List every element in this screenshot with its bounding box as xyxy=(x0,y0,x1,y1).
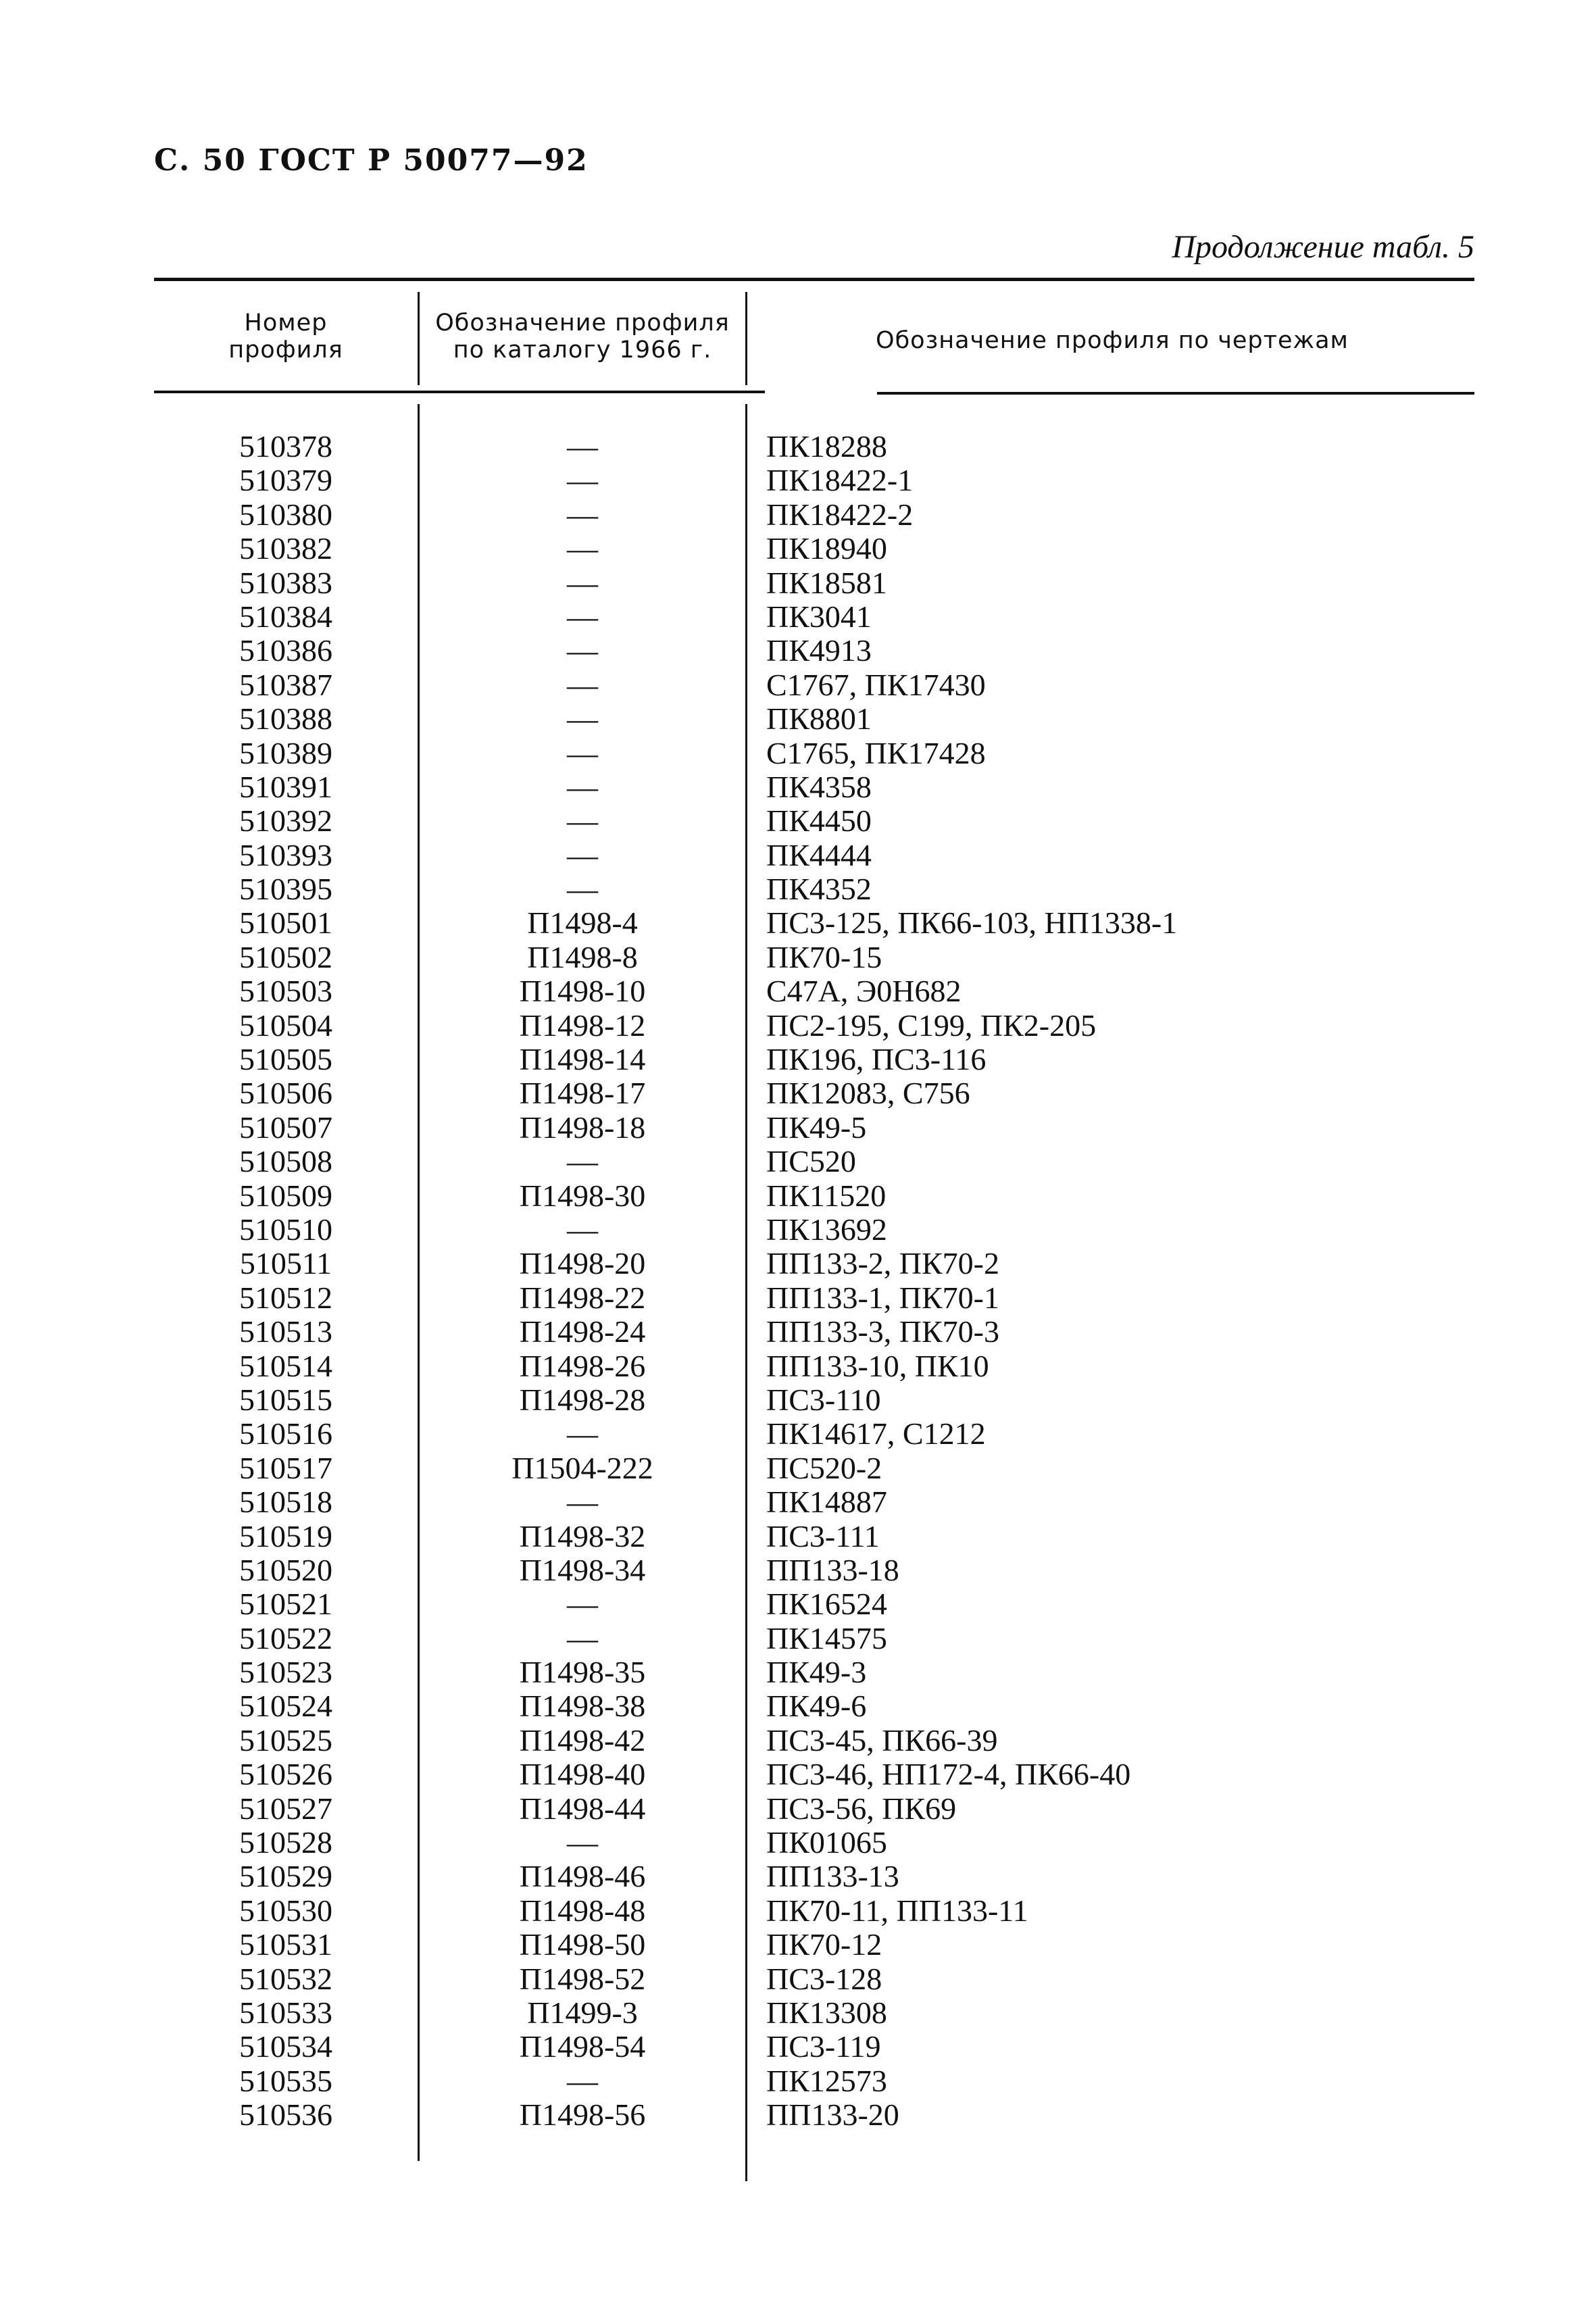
table-row xyxy=(154,839,1474,872)
table-row xyxy=(154,2030,1474,2064)
table-row xyxy=(154,941,1474,974)
drawing-designation-cell: ПК11520 xyxy=(766,1178,887,1213)
drawing-designation-cell: ПК49-3 xyxy=(766,1655,867,1690)
table-row xyxy=(154,1656,1474,1689)
table-row xyxy=(154,974,1474,1008)
catalog-designation-cell: П1498-46 xyxy=(519,1859,646,1894)
drawing-designation-cell: ПК3041 xyxy=(766,599,872,634)
profile-number-cell: 510525 xyxy=(239,1722,332,1758)
page-header: С. 50 ГОСТ Р 50077—92 xyxy=(154,143,589,178)
table-body xyxy=(154,430,1474,2133)
catalog-designation-cell: — xyxy=(567,633,598,668)
table-row xyxy=(154,1009,1474,1043)
catalog-designation-cell: — xyxy=(567,2063,598,2098)
profile-number-cell: 510392 xyxy=(239,803,332,839)
column-header-line: Номер xyxy=(244,309,328,337)
catalog-designation-cell: П1498-14 xyxy=(519,1042,646,1077)
catalog-designation-cell: П1498-34 xyxy=(519,1552,646,1587)
table-row xyxy=(154,702,1474,736)
table-continuation-label: Продолжение табл. 5 xyxy=(1172,229,1474,265)
header-column-divider-1 xyxy=(418,292,420,385)
catalog-designation-cell: — xyxy=(567,531,598,566)
table-row xyxy=(154,1587,1474,1621)
drawing-designation-cell: ПК18422-1 xyxy=(766,463,914,498)
profile-number-cell: 510507 xyxy=(239,1110,332,1145)
table-row xyxy=(154,1758,1474,1791)
profile-number-cell: 510534 xyxy=(239,2029,332,2064)
profile-number-cell: 510501 xyxy=(239,905,332,941)
profile-number-cell: 510506 xyxy=(239,1076,332,1111)
table-row xyxy=(154,464,1474,497)
catalog-designation-cell: П1498-32 xyxy=(519,1518,646,1553)
table-row xyxy=(154,1145,1474,1178)
catalog-designation-cell: — xyxy=(567,1212,598,1247)
table-row xyxy=(154,668,1474,702)
drawing-designation-cell: ПП133-3, ПК70-3 xyxy=(766,1314,999,1349)
catalog-designation-cell: — xyxy=(567,1416,598,1451)
catalog-designation-cell: П1498-17 xyxy=(519,1076,646,1111)
profile-number-cell: 510384 xyxy=(239,599,332,634)
table-row xyxy=(154,2064,1474,2098)
table-row xyxy=(154,1860,1474,1893)
table-row xyxy=(154,1076,1474,1110)
catalog-designation-cell: П1498-26 xyxy=(519,1348,646,1383)
catalog-designation-cell: П1498-54 xyxy=(519,2029,646,2064)
drawing-designation-cell: ПК14617, С1212 xyxy=(766,1416,986,1451)
drawing-designation-cell: ПС3-110 xyxy=(766,1382,881,1417)
profile-number-cell: 510535 xyxy=(239,2063,332,2098)
table-row xyxy=(154,566,1474,600)
table-row xyxy=(154,1485,1474,1519)
catalog-designation-cell: — xyxy=(567,429,598,464)
profile-number-cell: 510502 xyxy=(239,939,332,974)
profile-number-cell: 510379 xyxy=(239,463,332,498)
profile-number-cell: 510387 xyxy=(239,667,332,702)
catalog-designation-cell: П1498-20 xyxy=(519,1246,646,1281)
profile-number-cell: 510517 xyxy=(239,1450,332,1485)
catalog-designation-cell: П1498-44 xyxy=(519,1791,646,1826)
drawing-designation-cell: ПК70-11, ПП133-11 xyxy=(766,1893,1028,1928)
table-row xyxy=(154,1962,1474,1996)
catalog-designation-cell: П1498-40 xyxy=(519,1757,646,1792)
table-row xyxy=(154,1826,1474,1860)
profile-number-cell: 510505 xyxy=(239,1042,332,1077)
drawing-designation-cell: ПК13308 xyxy=(766,1995,887,2030)
table-row xyxy=(154,600,1474,634)
catalog-designation-cell: П1499-3 xyxy=(527,1995,638,2030)
drawing-designation-cell: С1765, ПК17428 xyxy=(766,735,986,770)
drawing-designation-cell: ПК4352 xyxy=(766,872,872,907)
table-row xyxy=(154,1928,1474,1962)
profile-number-cell: 510530 xyxy=(239,1893,332,1928)
catalog-designation-cell: — xyxy=(567,1620,598,1656)
drawing-designation-cell: ПК70-15 xyxy=(766,939,882,974)
drawing-designation-cell: ПК8801 xyxy=(766,701,872,737)
drawing-designation-cell: ПК01065 xyxy=(766,1825,887,1860)
profile-number-cell: 510528 xyxy=(239,1825,332,1860)
table-top-rule xyxy=(154,278,1474,281)
profile-number-cell: 510388 xyxy=(239,701,332,737)
drawing-designation-cell: ПК18288 xyxy=(766,429,887,464)
catalog-designation-cell: — xyxy=(567,837,598,872)
profile-number-cell: 510521 xyxy=(239,1587,332,1622)
profile-number-cell: 510509 xyxy=(239,1178,332,1213)
profile-number-cell: 510503 xyxy=(239,974,332,1009)
catalog-designation-cell: П1498-56 xyxy=(519,2097,646,2133)
table-row xyxy=(154,1281,1474,1315)
header-column-divider-2 xyxy=(745,292,747,385)
column-header-drawings: Обозначение профиля по чертежам xyxy=(876,327,1349,354)
drawing-designation-cell: ПК12573 xyxy=(766,2063,887,2098)
column-header-line: профиля xyxy=(228,337,343,364)
profile-number-cell: 510526 xyxy=(239,1757,332,1792)
catalog-designation-cell: П1498-30 xyxy=(519,1178,646,1213)
profile-number-cell: 510516 xyxy=(239,1416,332,1451)
catalog-designation-cell: П1498-50 xyxy=(519,1927,646,1962)
profile-number-cell: 510533 xyxy=(239,1995,332,2030)
profile-number-cell: 510508 xyxy=(239,1144,332,1179)
catalog-designation-cell: — xyxy=(567,872,598,907)
drawing-designation-cell: ПП133-13 xyxy=(766,1859,899,1894)
drawing-designation-cell: С1767, ПК17430 xyxy=(766,667,986,702)
table-row xyxy=(154,737,1474,770)
column-header-line: по каталогу 1966 г. xyxy=(453,337,712,364)
drawing-designation-cell: ПК4450 xyxy=(766,803,872,839)
drawing-designation-cell: ПС3-45, ПК66-39 xyxy=(766,1722,998,1758)
column-header-profile-number xyxy=(154,309,418,364)
catalog-designation-cell: П1498-48 xyxy=(519,1893,646,1928)
drawing-designation-cell: ПС520-2 xyxy=(766,1450,882,1485)
catalog-designation-cell: П1498-22 xyxy=(519,1280,646,1315)
drawing-designation-cell: ПК196, ПС3-116 xyxy=(766,1042,987,1077)
catalog-designation-cell: П1498-52 xyxy=(519,1961,646,1996)
catalog-designation-cell: — xyxy=(567,769,598,804)
drawing-designation-cell: ПП133-20 xyxy=(766,2097,899,2133)
catalog-designation-cell: — xyxy=(567,1587,598,1622)
profile-number-cell: 510524 xyxy=(239,1689,332,1724)
drawing-designation-cell: ПК12083, С756 xyxy=(766,1076,970,1111)
profile-number-cell: 510531 xyxy=(239,1927,332,1962)
drawing-designation-cell: ПС3-128 xyxy=(766,1961,882,1996)
catalog-designation-cell: П1498-4 xyxy=(527,905,638,941)
profile-number-cell: 510520 xyxy=(239,1552,332,1587)
drawing-designation-cell: ПС3-125, ПК66-103, НП1338-1 xyxy=(766,905,1178,941)
table-row xyxy=(154,1894,1474,1928)
catalog-designation-cell: — xyxy=(567,1144,598,1179)
drawing-designation-cell: ПК13692 xyxy=(766,1212,887,1247)
table-row xyxy=(154,1622,1474,1656)
table-row xyxy=(154,1383,1474,1417)
profile-number-cell: 510529 xyxy=(239,1859,332,1894)
catalog-designation-cell: П1498-38 xyxy=(519,1689,646,1724)
catalog-designation-cell: П1498-24 xyxy=(519,1314,646,1349)
table-row xyxy=(154,872,1474,906)
profile-number-cell: 510513 xyxy=(239,1314,332,1349)
table-row xyxy=(154,1451,1474,1485)
drawing-designation-cell: С47А, Э0Н682 xyxy=(766,974,962,1009)
column-header-line: Обозначение профиля xyxy=(435,309,730,337)
column-header-catalog-1966 xyxy=(422,309,743,364)
table-row xyxy=(154,804,1474,838)
drawing-designation-cell: ПП133-1, ПК70-1 xyxy=(766,1280,999,1315)
table-row xyxy=(154,1792,1474,1826)
catalog-designation-cell: П1504-222 xyxy=(512,1450,653,1485)
catalog-designation-cell: — xyxy=(567,701,598,737)
drawing-designation-cell: ПК18581 xyxy=(766,565,887,600)
catalog-designation-cell: — xyxy=(567,497,598,532)
table-row xyxy=(154,1520,1474,1553)
table-row xyxy=(154,1724,1474,1758)
catalog-designation-cell: П1498-10 xyxy=(519,974,646,1009)
profile-number-cell: 510389 xyxy=(239,735,332,770)
profile-number-cell: 510386 xyxy=(239,633,332,668)
header-bottom-rule-left xyxy=(154,391,765,393)
table-row xyxy=(154,1179,1474,1213)
table-row xyxy=(154,1349,1474,1383)
drawing-designation-cell: ПК14887 xyxy=(766,1485,887,1520)
profile-number-cell: 510512 xyxy=(239,1280,332,1315)
drawing-designation-cell: ПС520 xyxy=(766,1144,856,1179)
drawing-designation-cell: ПП133-18 xyxy=(766,1552,899,1587)
profile-number-cell: 510395 xyxy=(239,872,332,907)
profile-number-cell: 510522 xyxy=(239,1620,332,1656)
drawing-designation-cell: ПК4358 xyxy=(766,769,872,804)
drawing-designation-cell: ПК14575 xyxy=(766,1620,887,1656)
profile-number-cell: 510383 xyxy=(239,565,332,600)
drawing-designation-cell: ПП133-2, ПК70-2 xyxy=(766,1246,999,1281)
catalog-designation-cell: П1498-28 xyxy=(519,1382,646,1417)
drawing-designation-cell: ПК49-6 xyxy=(766,1689,867,1724)
profile-number-cell: 510393 xyxy=(239,837,332,872)
drawing-designation-cell: ПС2-195, С199, ПК2-205 xyxy=(766,1007,1097,1043)
table-row xyxy=(154,430,1474,464)
table-row xyxy=(154,2098,1474,2132)
profile-number-cell: 510514 xyxy=(239,1348,332,1383)
drawing-designation-cell: ПС3-56, ПК69 xyxy=(766,1791,957,1826)
table-row xyxy=(154,1315,1474,1349)
table-row xyxy=(154,1553,1474,1587)
catalog-designation-cell: — xyxy=(567,803,598,839)
profile-number-cell: 510511 xyxy=(239,1246,332,1281)
table-row xyxy=(154,1996,1474,2030)
table-row xyxy=(154,1417,1474,1451)
drawing-designation-cell: ПК70-12 xyxy=(766,1927,882,1962)
header-bottom-rule-right xyxy=(877,392,1474,395)
drawing-designation-cell: ПК16524 xyxy=(766,1587,887,1622)
profile-number-cell: 510523 xyxy=(239,1655,332,1690)
profile-number-cell: 510532 xyxy=(239,1961,332,1996)
drawing-designation-cell: ПС3-46, НП172-4, ПК66-40 xyxy=(766,1757,1131,1792)
table-row xyxy=(154,1689,1474,1723)
profile-number-cell: 510527 xyxy=(239,1791,332,1826)
catalog-designation-cell: — xyxy=(567,735,598,770)
catalog-designation-cell: П1498-8 xyxy=(527,939,638,974)
catalog-designation-cell: П1498-12 xyxy=(519,1007,646,1043)
profile-number-cell: 510391 xyxy=(239,769,332,804)
table-row xyxy=(154,634,1474,668)
drawing-designation-cell: ПК4913 xyxy=(766,633,872,668)
catalog-designation-cell: — xyxy=(567,1825,598,1860)
catalog-designation-cell: П1498-18 xyxy=(519,1110,646,1145)
profile-number-cell: 510536 xyxy=(239,2097,332,2133)
drawing-designation-cell: ПК4444 xyxy=(766,837,872,872)
profile-number-cell: 510504 xyxy=(239,1007,332,1043)
catalog-designation-cell: — xyxy=(567,599,598,634)
profile-number-cell: 510510 xyxy=(239,1212,332,1247)
catalog-designation-cell: — xyxy=(567,667,598,702)
profile-number-cell: 510382 xyxy=(239,531,332,566)
table-row xyxy=(154,1043,1474,1076)
catalog-designation-cell: — xyxy=(567,1485,598,1520)
drawing-designation-cell: ПК18940 xyxy=(766,531,887,566)
table-row xyxy=(154,1247,1474,1280)
catalog-designation-cell: — xyxy=(567,463,598,498)
drawing-designation-cell: ПК18422-2 xyxy=(766,497,914,532)
table-row xyxy=(154,770,1474,804)
drawing-designation-cell: ПК49-5 xyxy=(766,1110,867,1145)
drawing-designation-cell: ПС3-119 xyxy=(766,2029,881,2064)
table-row xyxy=(154,532,1474,566)
catalog-designation-cell: — xyxy=(567,565,598,600)
table-row xyxy=(154,1111,1474,1145)
profile-number-cell: 510519 xyxy=(239,1518,332,1553)
catalog-designation-cell: П1498-42 xyxy=(519,1722,646,1758)
catalog-designation-cell: П1498-35 xyxy=(519,1655,646,1690)
drawing-designation-cell: ПП133-10, ПК10 xyxy=(766,1348,989,1383)
table-row xyxy=(154,1213,1474,1247)
profile-number-cell: 510378 xyxy=(239,429,332,464)
table-row xyxy=(154,906,1474,940)
table-row xyxy=(154,498,1474,532)
drawing-designation-cell: ПС3-111 xyxy=(766,1518,880,1553)
profile-number-cell: 510380 xyxy=(239,497,332,532)
profile-number-cell: 510518 xyxy=(239,1485,332,1520)
profile-number-cell: 510515 xyxy=(239,1382,332,1417)
